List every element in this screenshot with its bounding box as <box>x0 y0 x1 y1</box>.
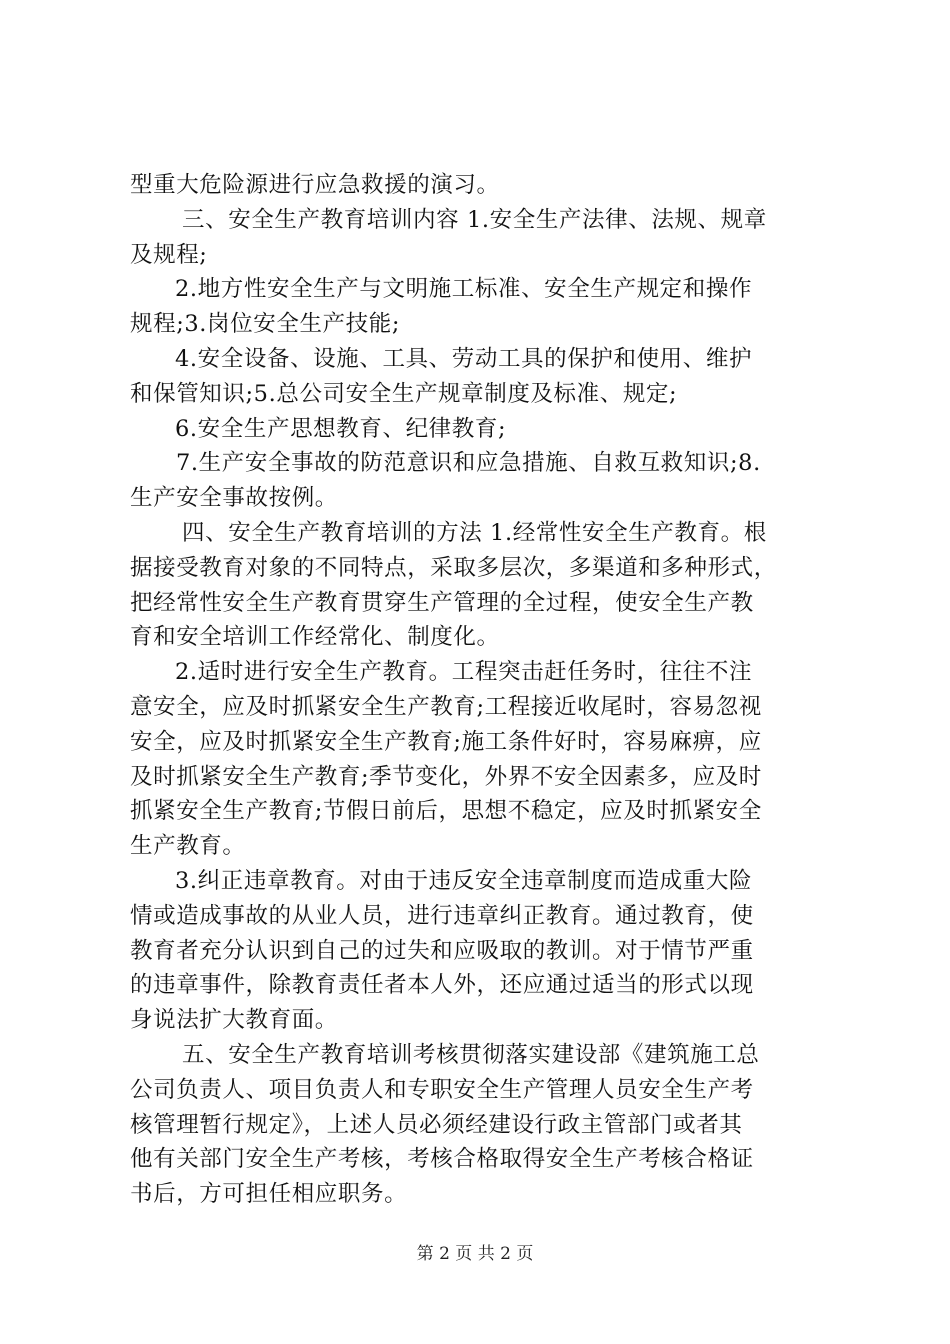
text-line: 的违章事件，除教育责任者本人外，还应通过适当的形式以现 <box>130 972 754 999</box>
list-item-line: 7.生产安全事故的防范意识和应急措施、自救互救知识;8. <box>176 450 761 477</box>
text-line: 生产安全事故按例。 <box>130 485 338 512</box>
text-line: 核管理暂行规定》，上述人员必须经建设行政主管部门或者其 <box>130 1111 743 1138</box>
text-line: 及时抓紧安全生产教育;季节变化，外界不安全因素多，应及时 <box>130 763 762 790</box>
section-heading-line: 三、安全生产教育培训内容 1.安全生产法律、法规、规章 <box>182 206 767 233</box>
list-item-line: 3.纠正违章教育。对由于违反安全违章制度而造成重大险 <box>175 867 753 894</box>
text-line: 型重大危险源进行应急救援的演习。 <box>130 172 500 198</box>
text-line: 意安全，应及时抓紧安全生产教育;工程接近收尾时，容易忽视 <box>130 693 762 720</box>
document-body <box>130 168 830 1212</box>
text-line: 书后，方可担任相应职务。 <box>130 1181 408 1208</box>
list-item-line: 2.地方性安全生产与文明施工标准、安全生产规定和操作 <box>175 276 753 303</box>
section-heading-line: 四、安全生产教育培训的方法 1.经常性安全生产教育。根 <box>182 519 767 546</box>
text-line: 抓紧安全生产教育;节假日前后，思想不稳定，应及时抓紧安全 <box>130 798 762 825</box>
list-item-line: 6.安全生产思想教育、纪律教育; <box>175 415 507 442</box>
text-line: 据接受教育对象的不同特点，采取多层次，多渠道和多种形式， <box>130 554 777 581</box>
text-line: 及规程; <box>130 241 208 268</box>
text-line: 生产教育。 <box>130 833 246 860</box>
text-line: 规程;3.岗位安全生产技能; <box>130 311 401 338</box>
text-line: 他有关部门安全生产考核，考核合格取得安全生产考核合格证 <box>130 1146 754 1173</box>
text-line: 把经常性安全生产教育贯穿生产管理的全过程，使安全生产教 <box>130 589 754 616</box>
text-line: 情或造成事故的从业人员，进行违章纠正教育。通过教育，使 <box>130 902 754 929</box>
list-item-line: 2.适时进行安全生产教育。工程突击赶任务时，往往不注 <box>175 659 753 686</box>
text-line: 育和安全培训工作经常化、制度化。 <box>130 624 500 651</box>
section-heading-line: 五、安全生产教育培训考核贯彻落实建设部《建筑施工总 <box>182 1041 760 1068</box>
page-number-footer: 第 2 页 共 2 页 <box>416 1244 534 1264</box>
text-line: 公司负责人、项目负责人和专职安全生产管理人员安全生产考 <box>130 1076 754 1103</box>
text-line: 安全，应及时抓紧安全生产教育;施工条件好时，容易麻痹，应 <box>130 728 762 755</box>
text-line: 和保管知识;5.总公司安全生产规章制度及标准、规定; <box>130 380 678 407</box>
text-line: 身说法扩大教育面。 <box>130 1007 338 1034</box>
list-item-line: 4.安全设备、设施、工具、劳动工具的保护和使用、维护 <box>175 345 753 372</box>
text-line: 教育者充分认识到自己的过失和应吸取的教训。对于情节严重 <box>130 937 754 964</box>
